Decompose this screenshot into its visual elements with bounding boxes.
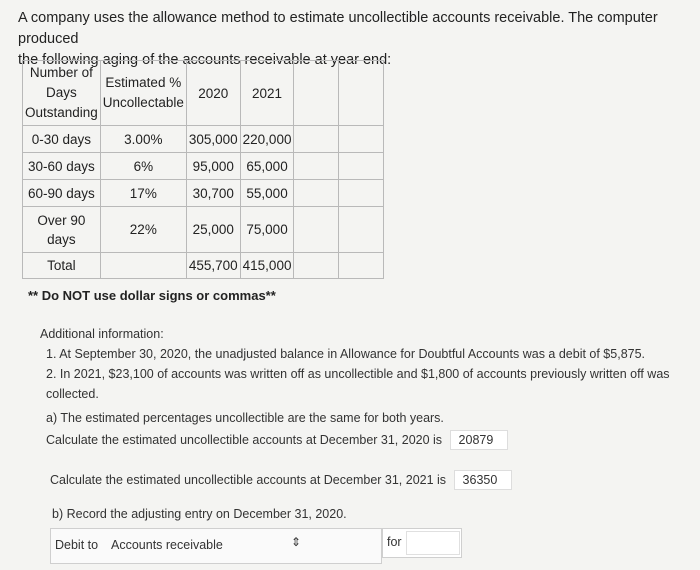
aging-table [22,60,384,279]
empty-cell [294,126,339,153]
table-row [23,207,384,253]
empty-cell [339,207,384,253]
answer-2021-input[interactable]: 36350 [454,470,512,490]
empty-cell [294,153,339,180]
instruction-note: ** Do NOT use dollar signs or commas** [28,288,276,303]
additional-info [40,324,690,428]
table-row [23,126,384,153]
total-label: Total [23,253,101,279]
intro-line-2: the following aging of the accounts receivable at year end: [18,52,392,68]
total-row [23,253,384,279]
empty-cell [100,253,186,279]
header-pct: Estimated % Uncollectable [100,61,186,126]
table-row [23,180,384,207]
header-2021: 2021 [240,61,294,126]
table-header-row [23,61,384,126]
row-pct: 17% [100,180,186,207]
row-2021: 75,000 [240,207,294,253]
empty-cell [294,180,339,207]
row-2021: 65,000 [240,153,294,180]
select-arrows-icon[interactable]: ⇕ [291,535,302,549]
additional-title: Additional information: [40,327,164,341]
amount-input[interactable] [406,531,460,555]
row-2020: 30,700 [186,180,240,207]
total-2020: 455,700 [186,253,240,279]
question-2021-text: Calculate the estimated uncollectible accounts at December 31, 2021 is [50,473,447,487]
intro-line-1: A company uses the allowance method to estimate uncollectible accounts receivable. The computer produced [18,10,658,47]
part-b-text: b) Record the adjusting entry on December 31, 2020. [52,507,347,521]
empty-cell [294,207,339,253]
debit-label: Debit to [55,538,99,552]
empty-cell [339,153,384,180]
part-a-text: a) The estimated percentages uncollectible are the same for both years. [46,411,444,425]
empty-cell [339,180,384,207]
row-pct: 3.00% [100,126,186,153]
row-days: Over 90 days [23,207,101,253]
row-2020: 305,000 [186,126,240,153]
empty-cell [339,253,384,279]
empty-cell [339,126,384,153]
row-2021: 55,000 [240,180,294,207]
row-pct: 22% [100,207,186,253]
row-days: 0-30 days [23,126,101,153]
journal-entry-row [50,528,382,564]
empty-cell [294,253,339,279]
table-row [23,153,384,180]
row-2021: 220,000 [240,126,294,153]
for-label: for [387,535,402,549]
row-days: 60-90 days [23,180,101,207]
row-2020: 25,000 [186,207,240,253]
empty-cell [339,61,384,126]
total-2021: 415,000 [240,253,294,279]
row-pct: 6% [100,153,186,180]
header-2020: 2020 [186,61,240,126]
additional-item-1: 1. At September 30, 2020, the unadjusted balance in Allowance for Doubtful Accounts was a debit of $5,875. [46,347,646,361]
row-2020: 95,000 [186,153,240,180]
question-2020 [46,430,508,450]
additional-item-2: 2. In 2021, $23,100 of accounts was written off as uncollectible and $1,800 of accounts previously written off was collected. [46,367,670,401]
question-2021 [50,470,512,490]
header-days: Number of Days Outstanding [23,61,101,126]
row-days: 30-60 days [23,153,101,180]
account-select[interactable]: Accounts receivable [111,538,223,552]
question-2020-text: Calculate the estimated uncollectible accounts at December 31, 2020 is [46,433,443,447]
answer-2020-input[interactable]: 20879 [450,430,508,450]
empty-cell [294,61,339,126]
